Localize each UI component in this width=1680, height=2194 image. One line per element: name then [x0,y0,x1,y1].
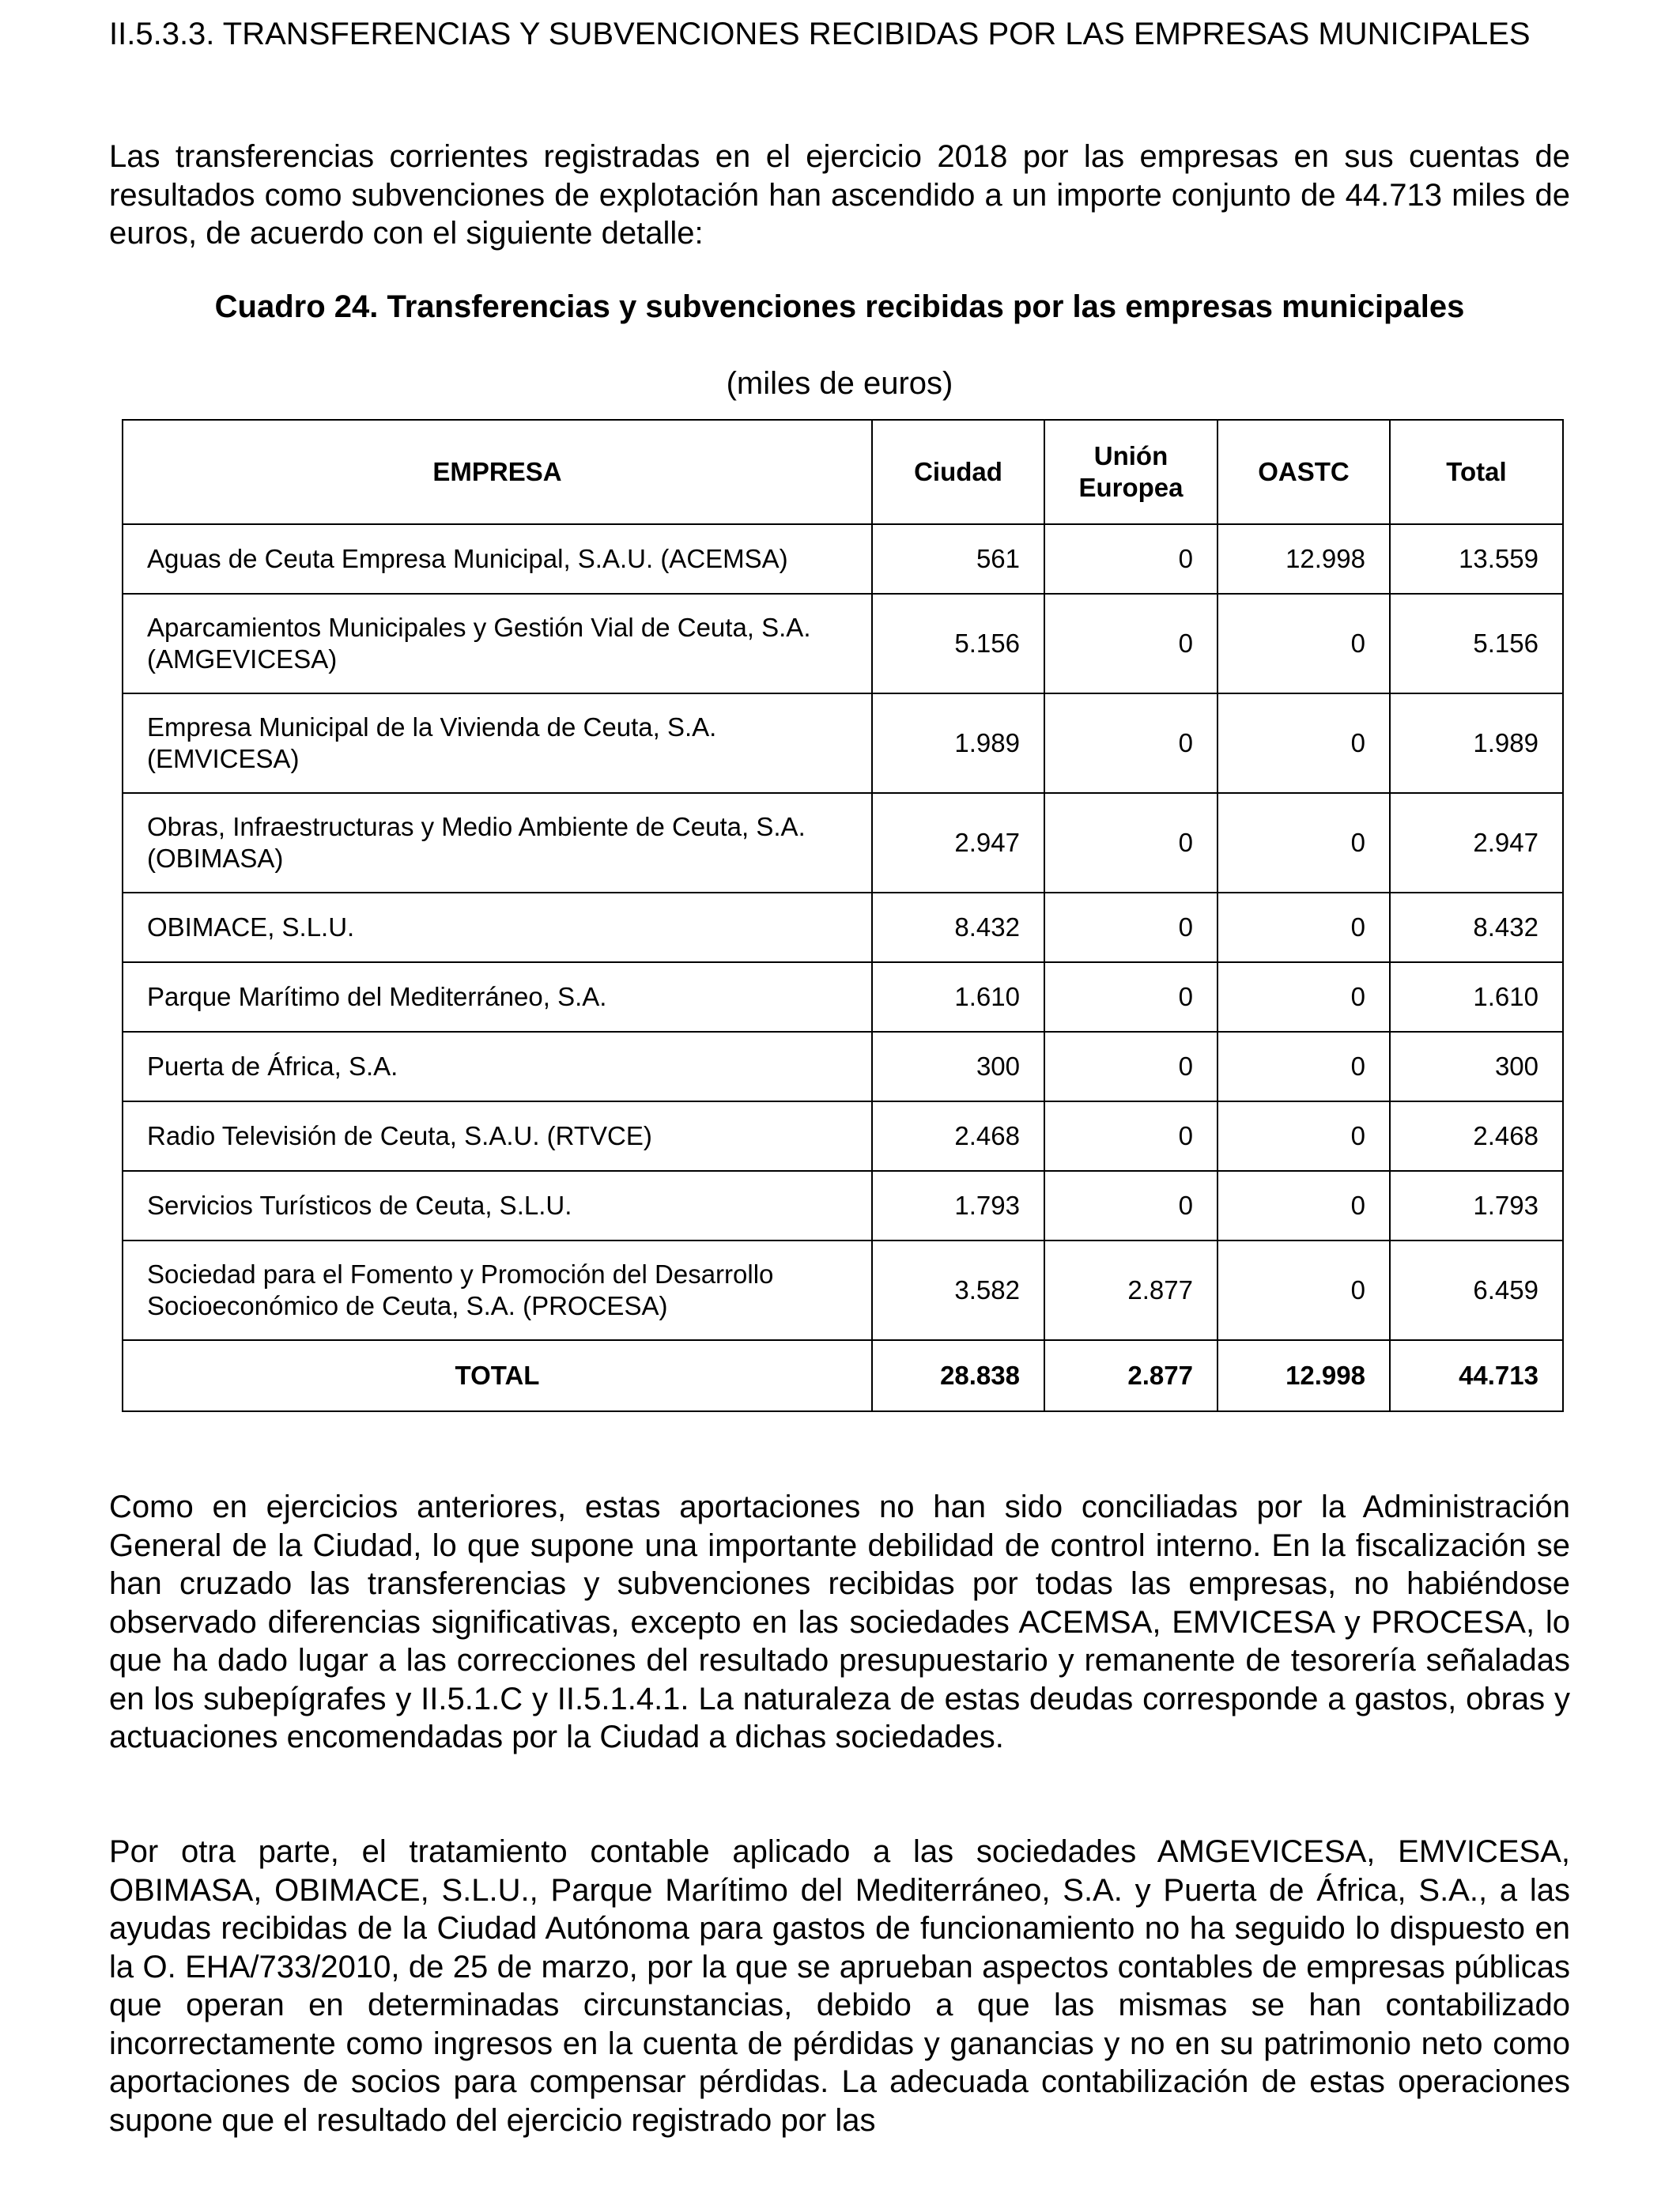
cell-oastc: 0 [1218,793,1390,893]
cell-oastc: 0 [1218,1240,1390,1340]
cell-total: 8.432 [1390,893,1563,962]
cell-oastc: 0 [1218,962,1390,1032]
cell-total-ciudad: 28.838 [872,1340,1044,1411]
paragraph-accounting-treatment: Por otra parte, el tratamiento contable aplicado a las sociedades AMGEVICESA, EMVICESA, OBIMASA, OBIMACE, S.L.U., Parque Marítimo del Mediterráneo, S.A. y Puerta de África, S.A., a las ayudas recibidas de la Ciudad Autónoma para gastos de funcionamiento no ha seguido lo dispuesto en la O. EHA/733/2010, de 25 de marzo, por la que se aprueban aspectos contables de empresas públicas que operan en determinadas circunstancias, debido a que las mismas se han contabilizado incorrectamente como ingresos en la cuenta de pérdidas y ganancias y no en su patrimonio neto como aportaciones de socios para compensar pérdidas. La adecuada contabilización de estas operaciones supone que el resultado del ejercicio registrado por las [109,1834,1570,2138]
table-row [123,693,1563,793]
cell-total: 1.610 [1390,962,1563,1032]
cell-oastc: 12.998 [1218,524,1390,594]
table-row [123,524,1563,594]
cell-ciudad: 1.989 [872,693,1044,793]
cell-oastc: 0 [1218,893,1390,962]
cell-oastc: 0 [1218,594,1390,693]
cell-empresa: Obras, Infraestructuras y Medio Ambiente de Ceuta, S.A. (OBIMASA) [123,793,872,893]
cell-ciudad: 2.468 [872,1101,1044,1171]
header-oastc: OASTC [1218,420,1390,524]
cell-union-europea: 0 [1044,1032,1218,1101]
cell-ciudad: 1.793 [872,1171,1044,1240]
cell-ciudad: 8.432 [872,893,1044,962]
table-row [123,1032,1563,1101]
cell-total: 300 [1390,1032,1563,1101]
cell-empresa: Parque Marítimo del Mediterráneo, S.A. [123,962,872,1032]
table-row [123,1240,1563,1340]
table-title: Cuadro 24. Transferencias y subvenciones recibidas por las empresas municipales [214,289,1465,324]
paragraph-conciliation: Como en ejercicios anteriores, estas aportaciones no han sido conciliadas por la Administración General de la Ciudad, lo que supone una importante debilidad de control interno. En la fiscalización se han cruzado las transferencias y subvenciones recibidas por todas las empresas, no habiéndose observado diferencias significativas, excepto en las sociedades ACEMSA, EMVICESA y PROCESA, lo que ha dado lugar a las correcciones del resultado presupuestario y remanente de tesorería señaladas en los subepígrafes y II.5.1.C y II.5.1.4.1. La naturaleza de estas deudas corresponde a gastos, obras y actuaciones encomendadas por la Ciudad a dichas sociedades. [109,1490,1570,1754]
table-row [123,1171,1563,1240]
cell-total: 6.459 [1390,1240,1563,1340]
table-total-row [123,1340,1563,1411]
cell-ciudad: 3.582 [872,1240,1044,1340]
cell-oastc: 0 [1218,1032,1390,1101]
cell-empresa: Aguas de Ceuta Empresa Municipal, S.A.U. (ACEMSA) [123,524,872,594]
cell-union-europea: 0 [1044,962,1218,1032]
cell-union-europea: 2.877 [1044,1240,1218,1340]
section-heading: II.5.3.3. TRANSFERENCIAS Y SUBVENCIONES RECIBIDAS POR LAS EMPRESAS MUNICIPALES [109,17,1531,51]
cell-union-europea: 0 [1044,1171,1218,1240]
cell-union-europea: 0 [1044,893,1218,962]
cell-total: 1.989 [1390,693,1563,793]
cell-oastc: 0 [1218,1101,1390,1171]
cell-empresa: Aparcamientos Municipales y Gestión Vial de Ceuta, S.A. (AMGEVICESA) [123,594,872,693]
transfers-table [122,419,1564,1412]
intro-paragraph: Las transferencias corrientes registradas en el ejercicio 2018 por las empresas en sus cuentas de resultados como subvenciones de explotación han ascendido a un importe conjunto de 44.713 miles de euros, de acuerdo con el siguiente detalle: [109,139,1570,251]
cell-oastc: 0 [1218,693,1390,793]
cell-empresa: Sociedad para el Fomento y Promoción del Desarrollo Socioeconómico de Ceuta, S.A. (PROCESA) [123,1240,872,1340]
cell-total-oastc: 12.998 [1218,1340,1390,1411]
table-row [123,893,1563,962]
cell-total-total: 44.713 [1390,1340,1563,1411]
table-row [123,1101,1563,1171]
cell-union-europea: 0 [1044,1101,1218,1171]
cell-empresa: OBIMACE, S.L.U. [123,893,872,962]
table-header-row [123,420,1563,524]
cell-union-europea: 0 [1044,524,1218,594]
cell-ciudad: 2.947 [872,793,1044,893]
cell-ciudad: 300 [872,1032,1044,1101]
cell-total: 2.947 [1390,793,1563,893]
table-row [123,962,1563,1032]
header-total: Total [1390,420,1563,524]
cell-ciudad: 561 [872,524,1044,594]
cell-oastc: 0 [1218,1171,1390,1240]
cell-total: 1.793 [1390,1171,1563,1240]
cell-empresa: Empresa Municipal de la Vivienda de Ceuta, S.A. (EMVICESA) [123,693,872,793]
header-union-europea: Unión Europea [1044,420,1218,524]
cell-union-europea: 0 [1044,793,1218,893]
cell-union-europea: 0 [1044,693,1218,793]
cell-total-label: TOTAL [123,1340,872,1411]
cell-empresa: Puerta de África, S.A. [123,1032,872,1101]
cell-total: 2.468 [1390,1101,1563,1171]
table-row [123,793,1563,893]
cell-ciudad: 1.610 [872,962,1044,1032]
cell-total: 5.156 [1390,594,1563,693]
cell-empresa: Radio Televisión de Ceuta, S.A.U. (RTVCE) [123,1101,872,1171]
cell-total-union-europea: 2.877 [1044,1340,1218,1411]
table-units: (miles de euros) [726,366,953,401]
cell-ciudad: 5.156 [872,594,1044,693]
cell-union-europea: 0 [1044,594,1218,693]
cell-empresa: Servicios Turísticos de Ceuta, S.L.U. [123,1171,872,1240]
header-ciudad: Ciudad [872,420,1044,524]
cell-total: 13.559 [1390,524,1563,594]
table-row [123,594,1563,693]
header-empresa: EMPRESA [123,420,872,524]
